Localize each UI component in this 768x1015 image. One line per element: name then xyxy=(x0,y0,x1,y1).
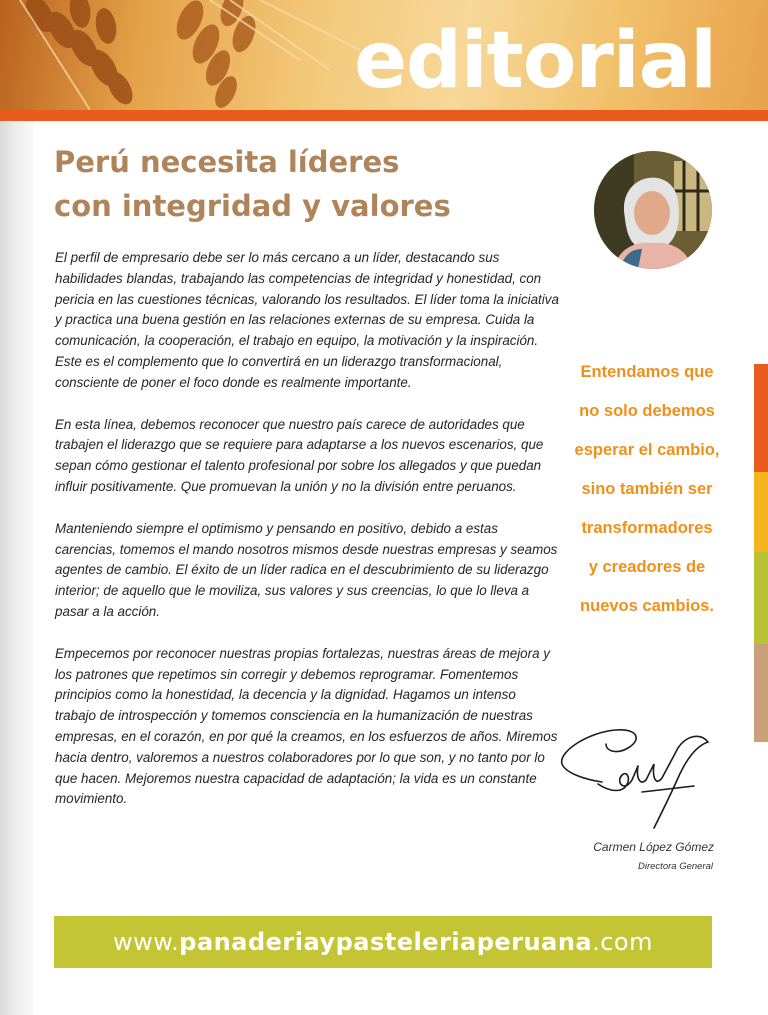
signer-role: Directora General xyxy=(638,861,713,872)
pull-quote-line: sino también ser xyxy=(581,480,713,498)
author-portrait-image xyxy=(594,151,712,269)
signer-name: Carmen López Gómez xyxy=(593,840,714,854)
pull-quote-line: Entendamos que xyxy=(580,363,714,381)
paragraph: Manteniendo siempre el optimismo y pensando en positivo, debido a estas carencias, tomemos el mando nosotros mismos desde nuestras empresas y seamos agentes de cambio. El éxito de un líder radica en el descubrimiento de su liderazgo interior; de aquello que le moviliza, sus valores y sus creencias, lo que lo lleva a pasar a la acción. xyxy=(55,520,558,619)
pull-quote xyxy=(566,353,728,626)
author-photo xyxy=(594,151,712,269)
headline-line-1: Perú necesita líderes xyxy=(54,145,400,179)
article-body xyxy=(55,248,560,831)
pull-quote-line: y creadores de xyxy=(588,558,706,576)
header-divider xyxy=(0,110,768,121)
color-bar-orange xyxy=(754,364,768,472)
paragraph: En esta línea, debemos reconocer que nuestro país carece de autoridades que trabajen el liderazgo que se requiere para adaptarse a los nuevos escenarios, que sepan cómo gestionar el talento profesional por sobre los allegados y que puedan influir positivamente. Que promuevan la unión y no la división entre peruanos. xyxy=(55,416,544,494)
url-prefix: www. xyxy=(112,928,180,956)
pull-quote-line: esperar el cambio, xyxy=(574,441,720,459)
paragraph: Empecemos por reconocer nuestras propias fortalezas, nuestras áreas de mejora y los patrones que repetimos sin corregir y debemos reprogramar. Fomentemos principios como la honestidad, la decencia y la dignidad. Hagamos un intenso trabajo de introspección y tomemos consciencia en la humanización de nuestras empresas, en el corazón, en por qué la creamos, en los esfuerzos de años. Miremos hacia dentro, valoremos a nuestros colaboradores por lo que son, y no tanto por lo que hacen. Mejoremos nuestra capacidad de adaptación; la vida es un constante movimiento. xyxy=(55,645,558,807)
side-color-bars xyxy=(754,364,768,742)
url-suffix: .com xyxy=(592,928,653,956)
pull-quote-line: nuevos cambios. xyxy=(580,597,714,615)
handwritten-signature xyxy=(558,722,718,832)
header-banner xyxy=(0,0,768,110)
pull-quote-line: no solo debemos xyxy=(579,402,715,420)
section-title: editorial xyxy=(354,16,716,106)
color-bar-tan xyxy=(754,644,768,742)
url-domain: panaderiaypasteleriaperuana xyxy=(179,928,593,956)
headline-line-2: con integridad y valores xyxy=(54,189,451,223)
website-url-banner[interactable] xyxy=(54,916,712,968)
paragraph: El perfil de empresario debe ser lo más cercano a un líder, destacando sus habilidades blandas, trabajando las competencias de integridad y honestidad, con pericia en las cuestiones técnicas, valorando los resultados. El líder toma la iniciativa y practica una buena gestión en las relaciones externas de su empresa. Cuida la comunicación, la cooperación, el trabajo en equipo, la motivación y la inspiración. Este es el complemento que lo convertirá en un liderazgo transformacional, consciente de poner el foco donde es realmente importante. xyxy=(55,250,559,390)
color-bar-green xyxy=(754,552,768,644)
color-bar-yellow xyxy=(754,472,768,552)
article-headline xyxy=(54,140,524,228)
page-gutter-shadow xyxy=(0,0,34,1015)
pull-quote-line: transformadores xyxy=(581,519,713,537)
